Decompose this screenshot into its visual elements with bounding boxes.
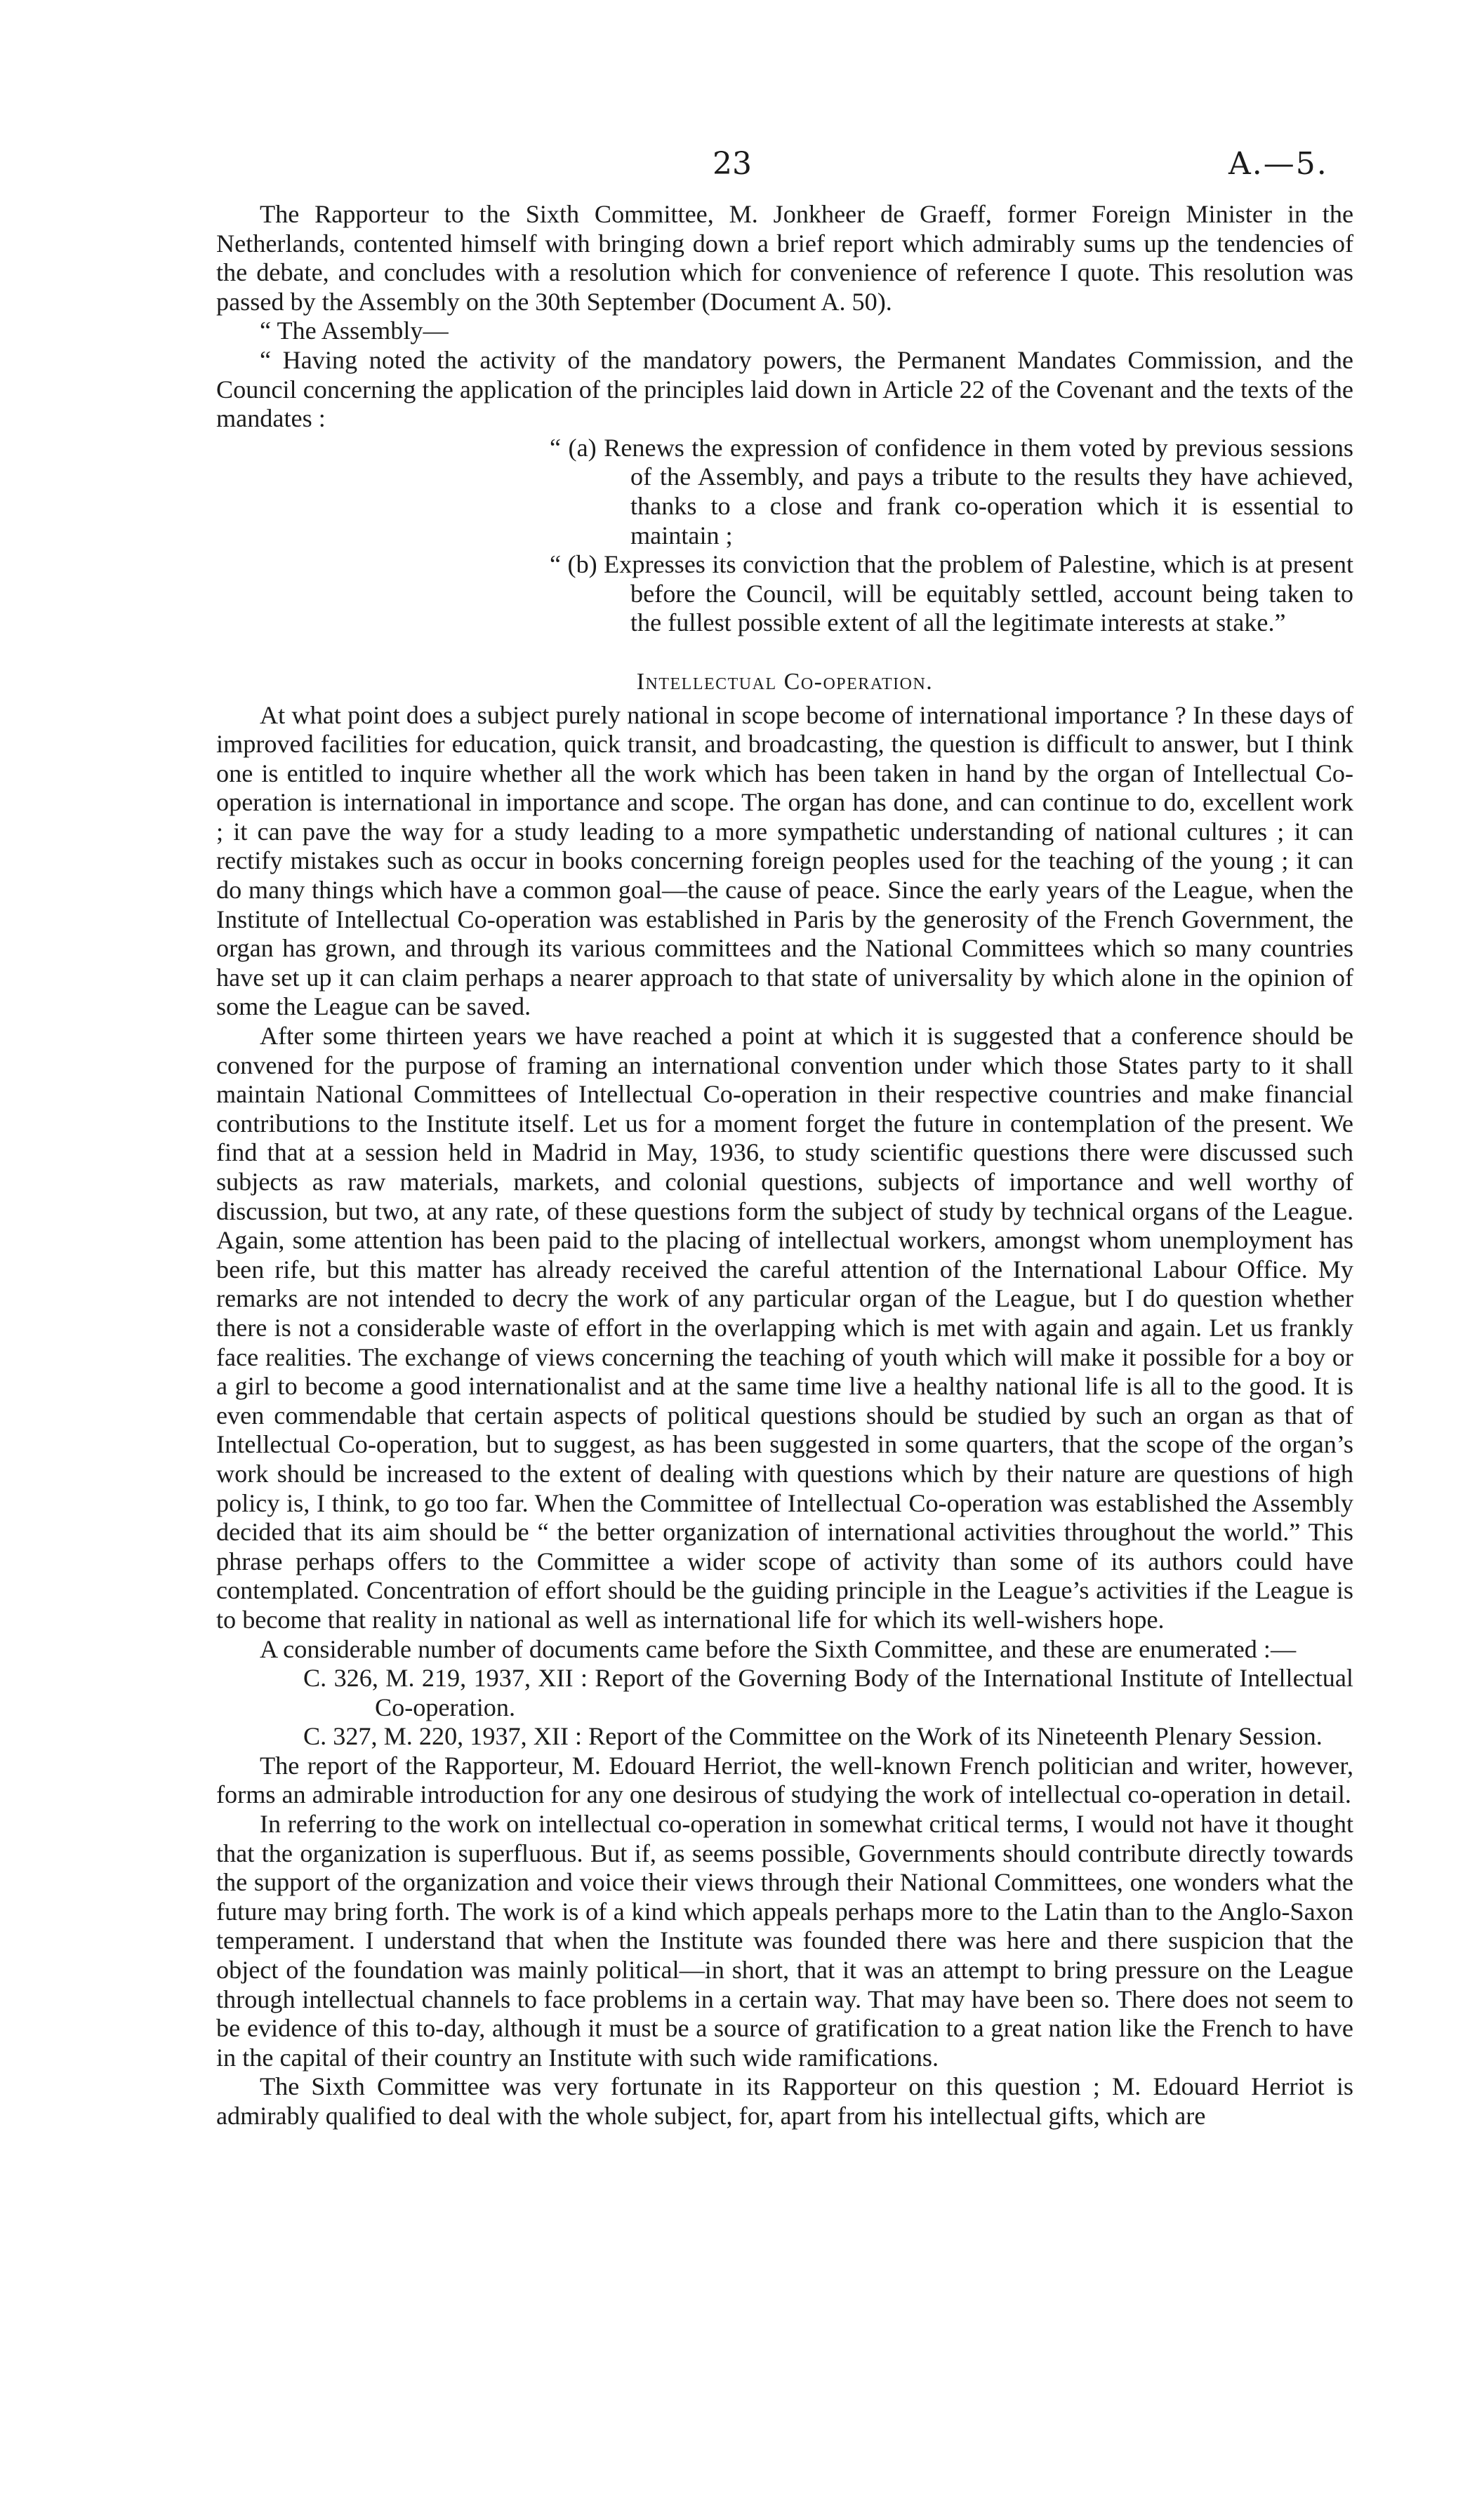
document-item-327: C. 327, M. 220, 1937, XII : Report of the Committee on the Work of its Nineteenth Plenary Session. xyxy=(303,1722,1323,1751)
quote-item-b xyxy=(550,550,1353,638)
quote-item-a-text: “ (a) Renews the expression of confidence in them voted by previous sessions of the Assembly, and pays a tribute to the results they have achieved, thanks to a close and frank co-operation which it is essential to maintain ; xyxy=(550,433,1353,549)
document-list xyxy=(260,1664,1353,1752)
quote-assembly: “ The Assembly— xyxy=(260,316,449,345)
paragraph-documents-intro: A considerable number of documents came before the Sixth Committee, and these are enumerated :— xyxy=(260,1634,1297,1663)
paragraph-herriot-report: The report of the Rapporteur, M. Edouard Herriot, the well-known French politician and writer, however, forms an admirable introduction for any one desirous of studying the work of intellectual co-operation in detail. xyxy=(216,1751,1353,1809)
page-header xyxy=(0,140,1484,196)
quote-item-a xyxy=(550,434,1353,550)
document-reference: A.—5. xyxy=(1228,146,1328,182)
paragraph-intellectual-2: After some thirteen years we have reached a point at which it is suggested that a conference should be convened for the purpose of framing an international convention under which those States party to it shall maintain National Committees of Intellectual Co-operation in their respective countries and make financial contributions to the Institute itself. Let us for a moment forget the future in contemplation of the present. We find that at a session held in Madrid in May, 1936, to study scientific questions there were discussed such subjects as raw materials, markets, and colonial questions, subjects of importance and well worthy of discussion, but two, at any rate, of these questions form the subject of study by technical organs of the League. Again, some attention has been paid to the placing of intellectual workers, amongst whom unemployment has been rife, but this matter has already received the careful attention of the International Labour Office. My remarks are not intended to decry the work of any particular organ of the League, but I do question whether there is not a considerable waste of effort in the overlapping which is met with again and again. Let us frankly face realities. The exchange of views concerning the teaching of youth which will make it possible for a boy or a girl to become a good internationalist and at the same time live a healthy national life is all to the good. It is even commendable that certain aspects of political questions should be studied by such an organ as that of Intellectual Co-operation, but to suggest, as has been suggested in some quarters, that the scope of the organ’s work should be increased to the extent of dealing with questions which by their nature are questions of high policy is, I think, to go too far. When the Committee of Intellectual Co-operation was established the Assembly decided that its aim should be “ the better organization of international activities throughout the world.” This phrase perhaps offers to the Committee a wider scope of activity than some of its authors could have contemplated. Concentration of effort should be the guiding principle in the League’s activities if the League is to become that reality in national as well as international life for which its well-wishers hope. xyxy=(216,1022,1353,1634)
paragraph-intellectual-1: At what point does a subject purely national in scope become of international importance ? In these days of improved facilities for education, quick transit, and broadcasting, the question is difficult to answer, but I think one is entitled to inquire whether all the work which has been taken in hand by the organ of Intellectual Co-operation is international in importance and scope. The organ has done, and can continue to do, excellent work ; it can pave the way for a study leading to a more sympathetic understanding of national cultures ; it can rectify mistakes such as occur in books concerning foreign peoples used for the teaching of the young ; it can do many things which have a common goal—the cause of peace. Since the early years of the League, when the Institute of Intellectual Co-operation was established in Paris by the generosity of the French Government, the organ has grown, and through its various committees and the National Committees which so many countries have set up it can claim perhaps a nearer approach to that state of universality by which alone in the opinion of some the League can be saved. xyxy=(216,700,1353,1021)
paragraph-sixth-committee: The Sixth Committee was very fortunate in its Rapporteur on this question ; M. Edouard Herriot is admirably qualified to deal with the whole subject, for, apart from his intellectual gifts, which are xyxy=(216,2072,1353,2130)
section-title: Intellectual Co-operation. xyxy=(636,668,934,695)
quote-having-noted: “ Having noted the activity of the mandatory powers, the Permanent Mandates Commission, and the Council concerning the application of the principles laid down in Article 22 of the Covenant and the texts of the mandates : xyxy=(216,345,1353,433)
paragraph-critical-terms: In referring to the work on intellectual co-operation in somewhat critical terms, I would not have it thought that the organization is superfluous. But if, as seems possible, Governments should contribute directly towards the support of the organization and voice their views through their National Committees, one wonders what the future may bring forth. The work is of a kind which appeals perhaps more to the Latin than to the Anglo-Saxon temperament. I understand that when the Institute was founded there was here and there suspicion that the object of the foundation was mainly political—in short, that it was an attempt to bring pressure on the League through intellectual channels to face problems in a certain way. That may have been so. There does not seem to be evidence of this to-day, although it must be a source of gratification to a great nation like the French to have in the capital of their country an Institute with such wide ramifications. xyxy=(216,1810,1353,2072)
document-item-326: C. 326, M. 219, 1937, XII : Report of the Governing Body of the International Institute of Intellectual Co-operation. xyxy=(303,1664,1353,1721)
paragraph-rapporteur: The Rapporteur to the Sixth Committee, M. Jonkheer de Graeff, former Foreign Minister in the Netherlands, contented himself with bringing down a brief report which admirably sums up the tendencies of the debate, and concludes with a resolution which for convenience of reference I quote. This resolution was passed by the Assembly on the 30th September (Document A. 50). xyxy=(216,200,1353,316)
page-number: 23 xyxy=(713,146,752,182)
quote-item-b-text: “ (b) Expresses its conviction that the problem of Palestine, which is at present before the Council, will be equitably settled, account being taken to the fullest possible extent of all the legitimate interests at stake.” xyxy=(550,550,1353,637)
body-text xyxy=(216,200,1353,2131)
